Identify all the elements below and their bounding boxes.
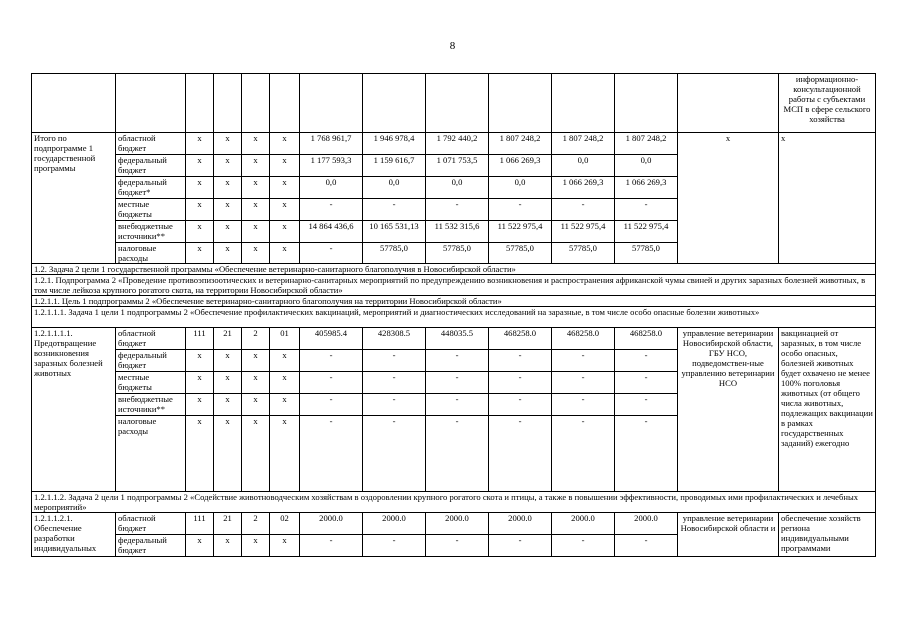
code-cell: x (186, 199, 214, 221)
amount-cell: 2000.0 (300, 513, 363, 535)
amount-cell: - (489, 535, 552, 557)
code-cell: x (214, 155, 242, 177)
code-cell: x (270, 535, 300, 557)
funding-source: областной бюджет (116, 513, 186, 535)
amount-cell: - (426, 372, 489, 394)
code-cell: x (214, 177, 242, 199)
amount-cell: - (363, 350, 426, 372)
funding-source: внебюджетные источники** (116, 394, 186, 416)
amount-cell: - (552, 416, 615, 492)
amount-cell: 1 066 269,3 (615, 177, 678, 199)
amount-cell: 1 071 753,5 (426, 155, 489, 177)
code-cell: x (214, 372, 242, 394)
amount-cell: 1 768 961,7 (300, 133, 363, 155)
amount-cell: - (363, 199, 426, 221)
empty-cell (426, 74, 489, 133)
amount-cell: - (615, 199, 678, 221)
code-cell: x (214, 221, 242, 243)
amount-cell: 1 807 248,2 (489, 133, 552, 155)
code-cell: x (270, 243, 300, 264)
code-cell: x (270, 394, 300, 416)
code-cell: x (186, 177, 214, 199)
funding-source: внебюджетные источники** (116, 221, 186, 243)
amount-cell: 468258.0 (489, 328, 552, 350)
amount-cell: 1 807 248,2 (552, 133, 615, 155)
amount-cell: - (615, 535, 678, 557)
amount-cell: 57785,0 (363, 243, 426, 264)
funding-source: налоговые расходы (116, 243, 186, 264)
code-cell: x (186, 350, 214, 372)
amount-cell: 428308.5 (363, 328, 426, 350)
section-heading-row (32, 275, 876, 296)
code-cell: x (270, 133, 300, 155)
funding-source: областной бюджет (116, 133, 186, 155)
funding-source: федеральный бюджет (116, 535, 186, 557)
code-cell: 111 (186, 513, 214, 535)
table-row (32, 74, 876, 133)
amount-cell: 0,0 (363, 177, 426, 199)
empty-cell (242, 74, 270, 133)
amount-cell: - (552, 535, 615, 557)
section-heading-row (32, 492, 876, 513)
amount-cell: - (300, 394, 363, 416)
amount-cell: 57785,0 (552, 243, 615, 264)
amount-cell: 468258.0 (552, 328, 615, 350)
amount-cell: 405985.4 (300, 328, 363, 350)
code-cell: x (242, 243, 270, 264)
amount-cell: 14 864 436,6 (300, 221, 363, 243)
amount-cell: 0,0 (489, 177, 552, 199)
table-row (32, 133, 876, 155)
executor-cell: управление ветеринарии Новосибирской области и (678, 513, 779, 557)
code-cell: x (186, 243, 214, 264)
amount-cell: - (300, 350, 363, 372)
amount-cell: 1 807 248,2 (615, 133, 678, 155)
amount-cell: 11 522 975,4 (615, 221, 678, 243)
amount-cell: 1 066 269,3 (552, 177, 615, 199)
amount-cell: - (426, 199, 489, 221)
code-cell: x (270, 350, 300, 372)
amount-cell: 11 522 975,4 (489, 221, 552, 243)
amount-cell: 1 177 593,3 (300, 155, 363, 177)
amount-cell: - (363, 416, 426, 492)
amount-cell: - (363, 394, 426, 416)
amount-cell: 11 532 315,6 (426, 221, 489, 243)
code-cell: x (186, 155, 214, 177)
empty-cell (116, 74, 186, 133)
amount-cell: - (426, 416, 489, 492)
measure-label: Итого по подпрограмме 1 государственной программы (32, 133, 116, 264)
code-cell: 01 (270, 328, 300, 350)
section-heading: 1.2.1.1.1. Задача 1 цели 1 подпрограммы 2 «Обеспечение профилактических вакцинаций, мероприятий и диагностических исследований на заразные, в том числе особо опасные болезни животных» (32, 307, 876, 328)
table-row (32, 328, 876, 350)
amount-cell: 57785,0 (489, 243, 552, 264)
funding-source: местные бюджеты (116, 372, 186, 394)
code-cell: 2 (242, 513, 270, 535)
amount-cell: - (300, 372, 363, 394)
amount-cell: 2000.0 (426, 513, 489, 535)
funding-source: областной бюджет (116, 328, 186, 350)
amount-cell: 2000.0 (489, 513, 552, 535)
section-heading: 1.2. Задача 2 цели 1 государственной программы «Обеспечение ветеринарно-санитарного благополучия в Новосибирской области» (32, 264, 876, 275)
code-cell: x (214, 394, 242, 416)
code-cell: x (270, 416, 300, 492)
amount-cell: - (489, 416, 552, 492)
amount-cell: 1 792 440,2 (426, 133, 489, 155)
result-cell: обеспечение хозяйств региона индивидуальными программами (779, 513, 876, 557)
code-cell: 02 (270, 513, 300, 535)
code-cell: x (186, 372, 214, 394)
result-cell: вакцинацией от заразных, в том числе особо опасных, болезней животных будет охвачено не менее 100% поголовья животных (от общего числа животных, подлежащих вакцинации в рамках государственных заданий) ежегодно (779, 328, 876, 492)
code-cell: x (270, 177, 300, 199)
executor-cell: x (678, 133, 779, 264)
code-cell: 21 (214, 513, 242, 535)
section-heading-row (32, 307, 876, 328)
code-cell: x (186, 416, 214, 492)
page-number: 8 (449, 40, 456, 52)
amount-cell: - (489, 372, 552, 394)
amount-cell: - (489, 394, 552, 416)
code-cell: 21 (214, 328, 242, 350)
section-heading-row (32, 264, 876, 275)
empty-cell (615, 74, 678, 133)
amount-cell: - (300, 416, 363, 492)
empty-cell (363, 74, 426, 133)
code-cell: x (242, 199, 270, 221)
code-cell: x (242, 350, 270, 372)
amount-cell: - (615, 416, 678, 492)
amount-cell: - (552, 350, 615, 372)
amount-cell: 57785,0 (615, 243, 678, 264)
amount-cell: 2000.0 (363, 513, 426, 535)
section-heading: 1.2.1.1.2. Задача 2 цели 1 подпрограммы 2 «Содействие животноводческим хозяйствам в оздоровлении крупного рогатого скота и птицы, а также в повышении эффективности, проводимых ими профилактических и лечебных мероприятий» (32, 492, 876, 513)
amount-cell: 0,0 (300, 177, 363, 199)
amount-cell: - (300, 243, 363, 264)
amount-cell: - (426, 350, 489, 372)
measure-label: 1.2.1.1.2.1. Обеспечение разработки индивидуальных (32, 513, 116, 557)
amount-cell: - (552, 372, 615, 394)
code-cell: 2 (242, 328, 270, 350)
empty-cell (552, 74, 615, 133)
amount-cell: - (363, 535, 426, 557)
amount-cell: - (489, 350, 552, 372)
code-cell: x (270, 155, 300, 177)
amount-cell: - (300, 199, 363, 221)
amount-cell: 1 066 269,3 (489, 155, 552, 177)
code-cell: x (242, 372, 270, 394)
amount-cell: - (552, 199, 615, 221)
amount-cell: 468258.0 (615, 328, 678, 350)
amount-cell: - (615, 372, 678, 394)
program-table (31, 73, 876, 557)
section-heading: 1.2.1. Подпрограмма 2 «Проведение противоэпизоотических и ветеринарно-санитарных мероприятий по предупреждению возникновения и распространения африканской чумы свиней и других заразных болезней животных, в том числе лейкоза крупного рогатого скота, на территории Новосибирской области» (32, 275, 876, 296)
code-cell: x (186, 394, 214, 416)
amount-cell: 2000.0 (552, 513, 615, 535)
result-cell: информационно-консультационной работы с субъектами МСП в сфере сельского хозяйства (779, 74, 876, 133)
amount-cell: - (426, 394, 489, 416)
amount-cell: - (363, 372, 426, 394)
code-cell: x (242, 394, 270, 416)
amount-cell: 2000.0 (615, 513, 678, 535)
amount-cell: 0,0 (552, 155, 615, 177)
empty-cell (32, 74, 116, 133)
code-cell: x (242, 416, 270, 492)
code-cell: x (242, 133, 270, 155)
empty-cell (678, 74, 779, 133)
table-row (32, 513, 876, 535)
code-cell: x (186, 535, 214, 557)
amount-cell: 0,0 (615, 155, 678, 177)
code-cell: x (270, 199, 300, 221)
code-cell: x (242, 221, 270, 243)
amount-cell: 0,0 (426, 177, 489, 199)
amount-cell: - (552, 394, 615, 416)
code-cell: x (270, 221, 300, 243)
amount-cell: - (489, 199, 552, 221)
amount-cell: - (426, 535, 489, 557)
amount-cell: 10 165 531,13 (363, 221, 426, 243)
amount-cell: - (300, 535, 363, 557)
empty-cell (214, 74, 242, 133)
empty-cell (270, 74, 300, 133)
code-cell: x (214, 350, 242, 372)
amount-cell: 57785,0 (426, 243, 489, 264)
code-cell: x (214, 243, 242, 264)
funding-source: налоговые расходы (116, 416, 186, 492)
code-cell: x (214, 416, 242, 492)
code-cell: x (186, 221, 214, 243)
empty-cell (300, 74, 363, 133)
section-heading-row (32, 296, 876, 307)
result-cell: x (779, 133, 876, 264)
code-cell: x (242, 155, 270, 177)
code-cell: x (242, 177, 270, 199)
code-cell: x (214, 535, 242, 557)
code-cell: x (214, 133, 242, 155)
funding-source: федеральный бюджет (116, 155, 186, 177)
funding-source: федеральный бюджет (116, 350, 186, 372)
code-cell: x (270, 372, 300, 394)
amount-cell: 11 522 975,4 (552, 221, 615, 243)
code-cell: x (186, 133, 214, 155)
funding-source: местные бюджеты (116, 199, 186, 221)
empty-cell (489, 74, 552, 133)
executor-cell: управление ветеринарии Новосибирской области, ГБУ НСО, подведомствен-ные управлению ветеринарии НСО (678, 328, 779, 492)
code-cell: x (214, 199, 242, 221)
measure-label: 1.2.1.1.1.1. Предотвращение возникновения заразных болезней животных (32, 328, 116, 492)
amount-cell: 448035.5 (426, 328, 489, 350)
code-cell: x (242, 535, 270, 557)
code-cell: 111 (186, 328, 214, 350)
empty-cell (186, 74, 214, 133)
funding-source: федеральный бюджет* (116, 177, 186, 199)
amount-cell: 1 159 616,7 (363, 155, 426, 177)
amount-cell: 1 946 978,4 (363, 133, 426, 155)
amount-cell: - (615, 350, 678, 372)
section-heading: 1.2.1.1. Цель 1 подпрограммы 2 «Обеспечение ветеринарно-санитарного благополучия на территории Новосибирской области» (32, 296, 876, 307)
amount-cell: - (615, 394, 678, 416)
